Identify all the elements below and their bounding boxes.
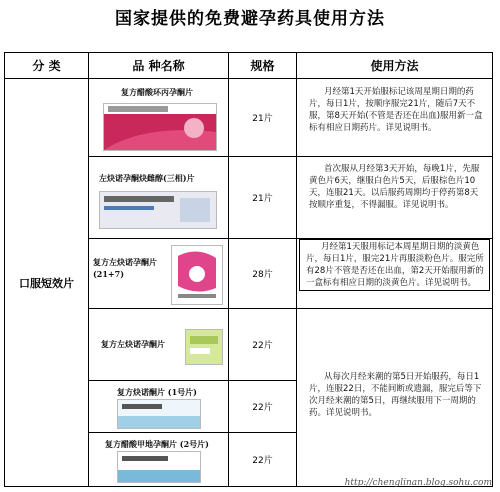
product-name: 左炔诺孕酮炔雌醇(三相)片 bbox=[99, 173, 195, 183]
spec-cell: 21片 bbox=[229, 79, 297, 157]
usage-cell bbox=[297, 239, 493, 309]
spec-cell: 22片 bbox=[229, 433, 297, 487]
watermark: http://chenglinan.blog.sohu.com bbox=[344, 478, 492, 488]
product-name-line2: (21+7) bbox=[93, 269, 124, 279]
spec-cell: 21片 bbox=[229, 157, 297, 239]
product-package-image bbox=[99, 191, 217, 229]
shared-usage-cell bbox=[297, 309, 493, 487]
header-row bbox=[5, 53, 493, 79]
contraceptive-table bbox=[4, 52, 493, 487]
product-name: 复方炔诺酮片 (1号片) bbox=[117, 387, 197, 397]
header-usage: 使用方法 bbox=[297, 53, 493, 79]
header-spec: 规格 bbox=[229, 53, 297, 79]
product-package-image bbox=[171, 245, 223, 305]
usage-cell bbox=[297, 79, 493, 157]
usage-text: 月经第1天服用标记本周星期日期的淡黄色片，每日1片，服完21片再服淡粉色片。服完所有28片不管是否还在出血，第2天开始服用新的一盒标有相应日期的淡黄色片。详见说明书。 bbox=[299, 239, 490, 291]
product-package-image bbox=[117, 399, 201, 429]
table-row bbox=[5, 79, 493, 157]
product-name: 复方左炔诺孕酮片 bbox=[101, 339, 165, 349]
usage-text: 首次服从月经第3天开始，每晚1片，先服黄色片6天，继服白色片5天，后服棕色片10天，连服21天。以后服药周期均于停药第8天按顺序重复，不得漏服。详见说明书。 bbox=[309, 164, 480, 210]
usage-text: 月经第1天开始服标记该周星期日期的药片，每日1片，按顺序服完21片，随后7天不服，第8天开始(不管是否还在出血)服用新一盒标有相应日期药片。详见说明书。 bbox=[309, 87, 483, 133]
spec-cell: 28片 bbox=[229, 239, 297, 309]
usage-cell bbox=[297, 157, 493, 239]
product-name: 复方左炔诺孕酮片 bbox=[93, 257, 157, 267]
product-name: 复方醋酸环丙孕酮片 bbox=[121, 87, 193, 97]
header-category: 分 类 bbox=[5, 53, 89, 79]
product-name: 复方醋酸甲地孕酮片 (2号片) bbox=[105, 439, 209, 449]
spec-cell: 22片 bbox=[229, 381, 297, 433]
product-cell bbox=[89, 239, 229, 309]
product-cell bbox=[89, 79, 229, 157]
page-title: 国家提供的免费避孕药具使用方法 bbox=[115, 9, 385, 29]
spec-cell: 22片 bbox=[229, 309, 297, 381]
product-package-image bbox=[103, 103, 217, 151]
shared-usage-text: 从每次月经来潮的第5日开始服药，每日1片，连服22日，不能间断或遗漏，服完后等下次月经来潮的第5日，再继续服用下一周期的药。详见说明书。 bbox=[309, 372, 482, 418]
product-cell bbox=[89, 381, 229, 433]
header-name: 品 种名称 bbox=[89, 53, 229, 79]
product-cell bbox=[89, 309, 229, 381]
product-cell bbox=[89, 157, 229, 239]
category-cell: 口服短效片 bbox=[5, 79, 89, 487]
product-package-image bbox=[117, 451, 201, 483]
product-package-image bbox=[185, 329, 223, 365]
product-cell bbox=[89, 433, 229, 487]
